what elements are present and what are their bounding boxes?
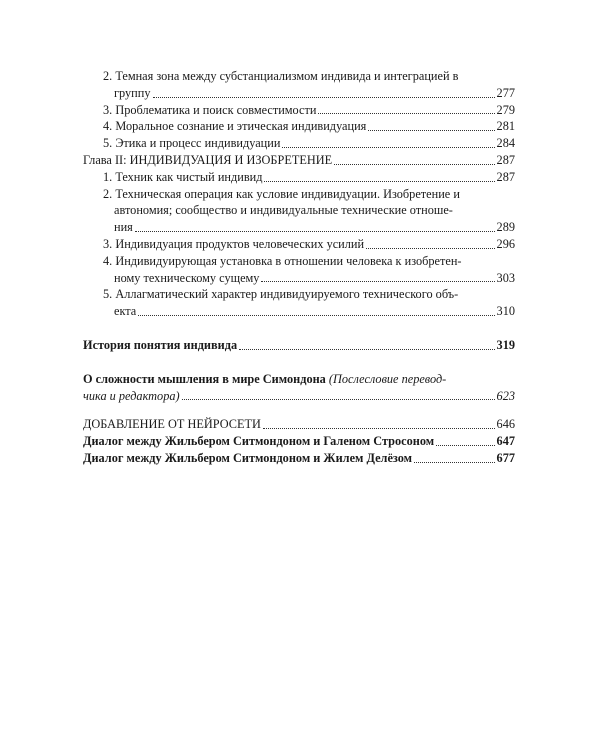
entry-text: Индивидуация продуктов человеческих усилий: [115, 236, 365, 251]
entry-number: 4.: [103, 253, 113, 268]
leader-dots: [135, 231, 495, 232]
toc-entry: [83, 286, 515, 320]
entry-text: Темная зона между субстанциализмом индивида и интеграцией в: [115, 69, 459, 83]
toc-entry: [83, 68, 515, 102]
spacer: [83, 354, 515, 371]
leader-dots: [436, 445, 494, 446]
leader-dots: [138, 315, 494, 316]
leader-dots: [264, 181, 494, 182]
entry-text: Проблематика и поиск совместимости: [115, 102, 317, 117]
page-number: 296: [496, 236, 515, 251]
section-title: О сложности мышления в мире Симондона: [83, 371, 326, 386]
entry-number: 1.: [103, 169, 113, 184]
toc-entry: [83, 118, 515, 135]
entry-text: ния: [114, 220, 133, 235]
leader-dots: [153, 97, 495, 98]
entry-number: 5.: [103, 287, 113, 302]
leader-dots: [263, 428, 495, 429]
leader-dots: [318, 113, 494, 114]
page-number: 287: [496, 169, 515, 184]
leader-dots: [239, 349, 494, 350]
page-number: 284: [496, 136, 515, 151]
toc-section: [83, 371, 515, 405]
toc-entry: [83, 102, 515, 119]
entry-number: 5.: [103, 136, 113, 151]
leader-dots: [334, 164, 494, 165]
chapter-heading: [83, 152, 515, 169]
spacer: [83, 404, 515, 416]
entry-text: Этика и процесс индивидуации: [115, 136, 281, 151]
page-number: 287: [496, 152, 515, 167]
section-subtitle: (Послесловие перевод-: [325, 371, 447, 386]
toc-entry: [83, 169, 515, 186]
page-number: 310: [496, 304, 515, 319]
spacer: [83, 320, 515, 337]
toc-section: [83, 433, 515, 450]
toc-section: [83, 416, 515, 433]
entry-text: Моральное сознание и этическая индивидуация: [115, 119, 367, 134]
leader-dots: [182, 399, 495, 400]
entry-text: Аллагматический характер индивидуируемого технического объ-: [115, 287, 459, 302]
entry-number: 2.: [103, 69, 113, 83]
entry-text: Индивидуирующая установка в отношении человека к изобретен-: [115, 253, 462, 268]
leader-dots: [366, 248, 494, 249]
section-title: Диалог между Жильбером Ситмондоном и Галеном Стросоном: [83, 434, 435, 449]
section-title: Диалог между Жильбером Ситмондоном и Жилем Делёзом: [83, 450, 413, 465]
page-number: 646: [496, 417, 515, 432]
entry-text: ному техническому сущему: [114, 270, 260, 285]
page-number: 281: [496, 119, 515, 134]
leader-dots: [368, 130, 494, 131]
entry-number: 4.: [103, 119, 113, 134]
page-number: 647: [496, 434, 515, 449]
entry-text: автономия; сообщество и индивидуальные технические отноше-: [114, 203, 453, 218]
toc-section: [83, 450, 515, 467]
toc-entry: [83, 236, 515, 253]
entry-number: 2.: [103, 186, 113, 201]
leader-dots: [282, 147, 494, 148]
entry-text: группу: [114, 85, 151, 100]
entry-number: 3.: [103, 236, 113, 251]
table-of-contents: [83, 68, 515, 467]
section-subtitle: чика и редактора): [83, 388, 180, 403]
page-number: 319: [496, 337, 515, 352]
section-title: ДОБАВЛЕНИЕ ОТ НЕЙРОСЕТИ: [83, 417, 261, 432]
page-number: 279: [496, 102, 515, 117]
chapter-title: Глава II: ИНДИВИДУАЦИЯ И ИЗОБРЕТЕНИЕ: [83, 152, 333, 167]
toc-entry: [83, 135, 515, 152]
entry-text: екта: [114, 304, 137, 319]
leader-dots: [261, 281, 494, 282]
toc-entry: [83, 253, 515, 287]
page-number: 303: [496, 270, 515, 285]
entry-text: Техник как чистый индивид: [115, 169, 263, 184]
entry-text: Техническая операция как условие индивидуации. Изобретение и: [115, 186, 460, 201]
leader-dots: [414, 462, 494, 463]
entry-number: 3.: [103, 102, 113, 117]
page-number: 277: [496, 85, 515, 100]
page-number: 677: [496, 450, 515, 465]
toc-entry: [83, 186, 515, 236]
toc-section: [83, 337, 515, 354]
section-title: История понятия индивида: [83, 337, 238, 352]
page-number: 623: [496, 388, 515, 403]
page-number: 289: [496, 220, 515, 235]
